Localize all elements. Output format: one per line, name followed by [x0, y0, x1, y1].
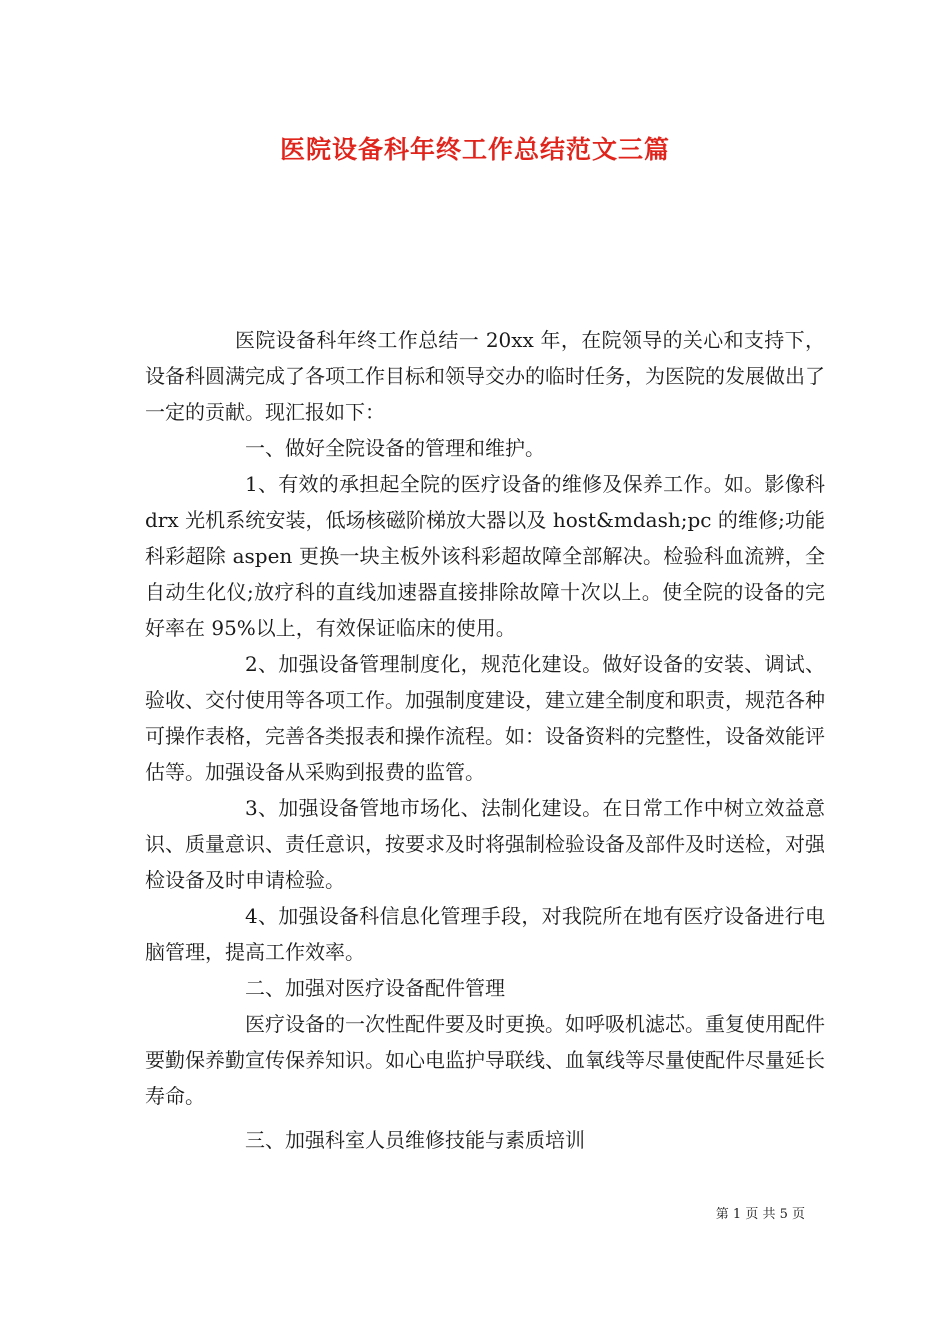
section-heading-1: 一、做好全院设备的管理和维护。 [245, 436, 545, 460]
section-2-paragraph: 医疗设备的一次性配件要及时更换。如呼吸机滤芯。重复使用配件要勤保养勤宣传保养知识。如心电监护导联线、血氧线等尽量使配件尽量延长寿命。 [145, 1012, 825, 1108]
item-paragraph-4: 4、加强设备科信息化管理手段，对我院所在地有医疗设备进行电脑管理，提高工作效率。 [145, 904, 825, 964]
page-number: 第 1 页 共 5 页 [715, 1207, 805, 1222]
item-paragraph-1: 1、有效的承担起全院的医疗设备的维修及保养工作。如。影像科 drx 光机系统安装，低场核磁阶梯放大器以及 host&mdash;pc 的维修;功能科彩超除 aspen 更换一块主板外该科彩超故障全部解决。检验科血流辨，全自动生化仪;放疗科的直线加速器直接排除故障十次以上。使全院的设备的完好率在 95%以上，有效保证临床的使用。 [145, 472, 825, 640]
item-paragraph-2: 2、加强设备管理制度化，规范化建设。做好设备的安装、调试、验收、交付使用等各项工作。加强制度建设，建立建全制度和职责，规范各种可操作表格，完善各类报表和操作流程。如：设备资料的完整性，设备效能评估等。加强设备从采购到报费的监管。 [145, 652, 825, 784]
section-heading-2: 二、加强对医疗设备配件管理 [245, 976, 505, 1000]
item-paragraph-3: 3、加强设备管地市场化、法制化建设。在日常工作中树立效益意识、质量意识、责任意识，按要求及时将强制检验设备及部件及时送检，对强检设备及时申请检验。 [145, 796, 825, 892]
intro-paragraph: 医院设备科年终工作总结一 20xx 年，在院领导的关心和支持下，设备科圆满完成了各项工作目标和领导交办的临时任务，为医院的发展做出了一定的贡献。现汇报如下： [145, 328, 825, 424]
document-title: 医院设备科年终工作总结范文三篇 [279, 135, 670, 164]
section-heading-3: 三、加强科室人员维修技能与素质培训 [245, 1128, 585, 1152]
document-body [145, 322, 825, 1158]
